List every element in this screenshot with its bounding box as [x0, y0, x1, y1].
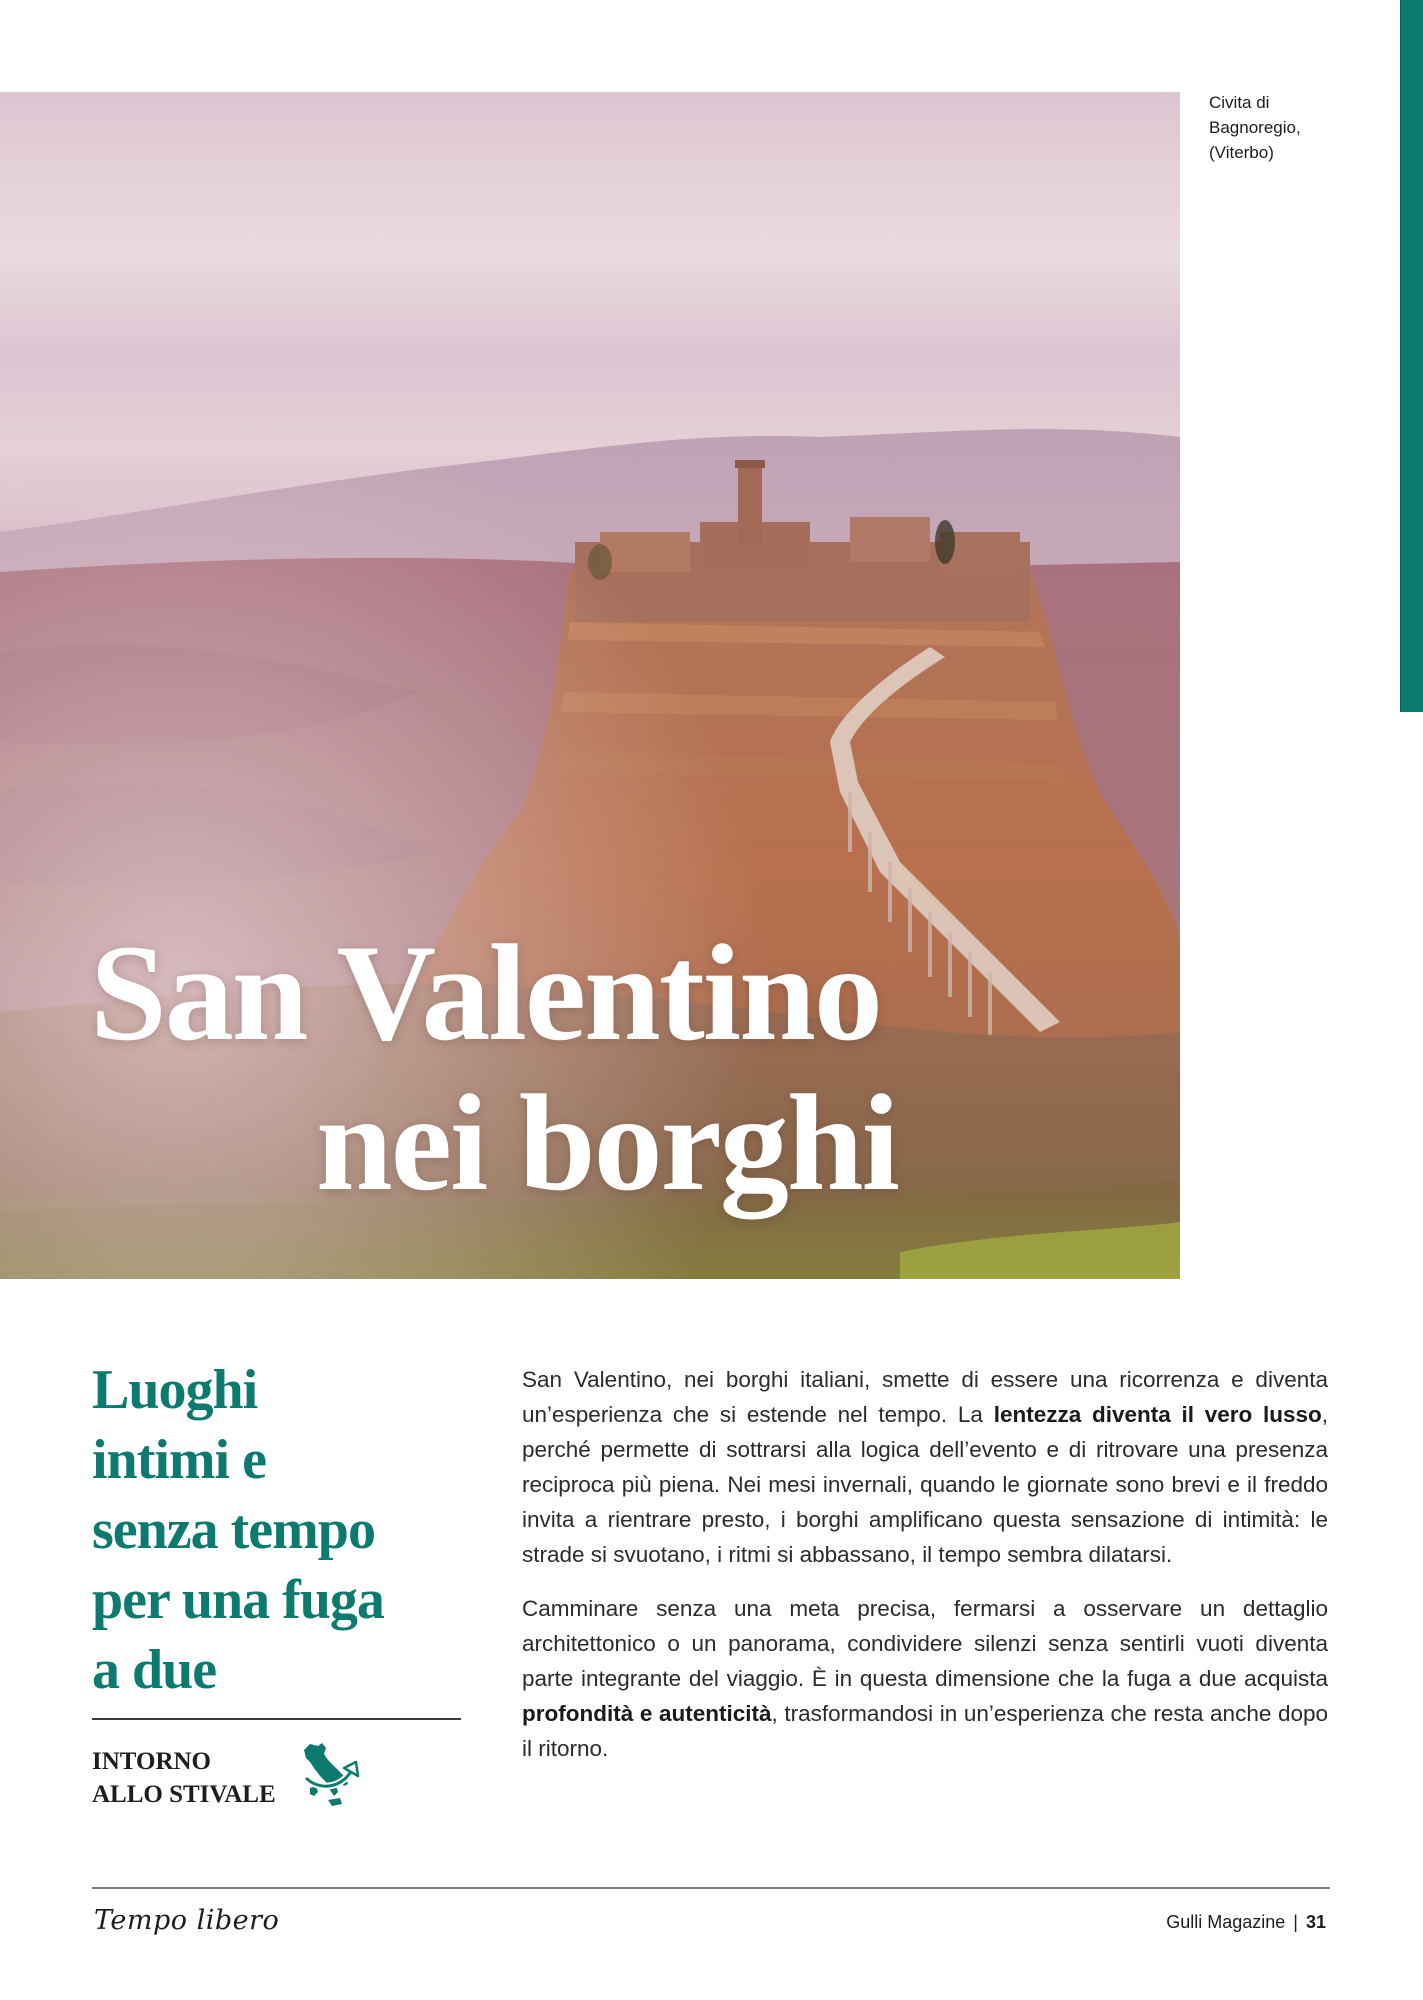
- folio-separator: |: [1293, 1912, 1298, 1932]
- photo-caption: [1209, 90, 1389, 165]
- body-paragraph: [522, 1591, 1328, 1766]
- subhead-line: Luoghi: [92, 1359, 258, 1421]
- caption-line: Bagnoregio,: [1209, 118, 1301, 137]
- section-label-line: INTORNO: [92, 1748, 212, 1775]
- section-label-line: ALLO STIVALE: [92, 1781, 276, 1808]
- subhead-line: senza tempo: [92, 1499, 375, 1561]
- subhead-line: a due: [92, 1639, 217, 1701]
- body-text: , trasformandosi in un’esperienza che resta anche dopo il ritorno.: [522, 1701, 1328, 1761]
- body-text: San Valentino, nei borghi italiani, smette di essere una ricorrenza e diventa un’esperienza che si estende nel tempo. La: [522, 1367, 1328, 1427]
- magazine-name: Gulli Magazine: [1166, 1912, 1286, 1932]
- caption-line: Civita di: [1209, 93, 1270, 112]
- body-emphasis: lentezza diventa il vero lusso: [993, 1402, 1322, 1427]
- article-body: [522, 1362, 1328, 1785]
- body-text: Camminare senza una meta precisa, fermarsi a osservare un dettaglio architettonico o un panorama, condividere silenzi senza sentirli vuoti diventa parte integrante del viaggio. È in questa dimensione che la fuga a due acquista: [522, 1596, 1328, 1691]
- title-line: nei borghi: [316, 1066, 898, 1219]
- accent-bar: [1400, 0, 1423, 712]
- subheadline: [92, 1355, 472, 1705]
- footer-section-name: Tempo libero: [94, 1905, 280, 1936]
- page-number: 31: [1305, 1912, 1326, 1932]
- subhead-line: intimi e: [92, 1429, 266, 1491]
- caption-line: (Viterbo): [1209, 143, 1274, 162]
- body-paragraph: [522, 1362, 1328, 1572]
- title-line: San Valentino: [90, 916, 881, 1069]
- section-label: [92, 1745, 276, 1811]
- body-emphasis: profondità e autenticità: [522, 1701, 772, 1726]
- footer-divider: [92, 1887, 1330, 1889]
- page-title: [90, 918, 1170, 1218]
- italy-map-arrow-icon: [300, 1740, 366, 1810]
- footer-folio: [1166, 1912, 1326, 1933]
- subhead-line: per una fuga: [92, 1569, 384, 1631]
- body-text: , perché permette di sottrarsi alla logica dell’evento e di ritrovare una presenza reciproca più piena. Nei mesi invernali, quando le giornate sono brevi e il freddo invita a rientrare presto, i borghi amplificano questa sensazione di intimità: le strade si svuotano, i ritmi si abbassano, il tempo sembra dilatarsi.: [522, 1402, 1328, 1567]
- subhead-divider: [92, 1718, 461, 1720]
